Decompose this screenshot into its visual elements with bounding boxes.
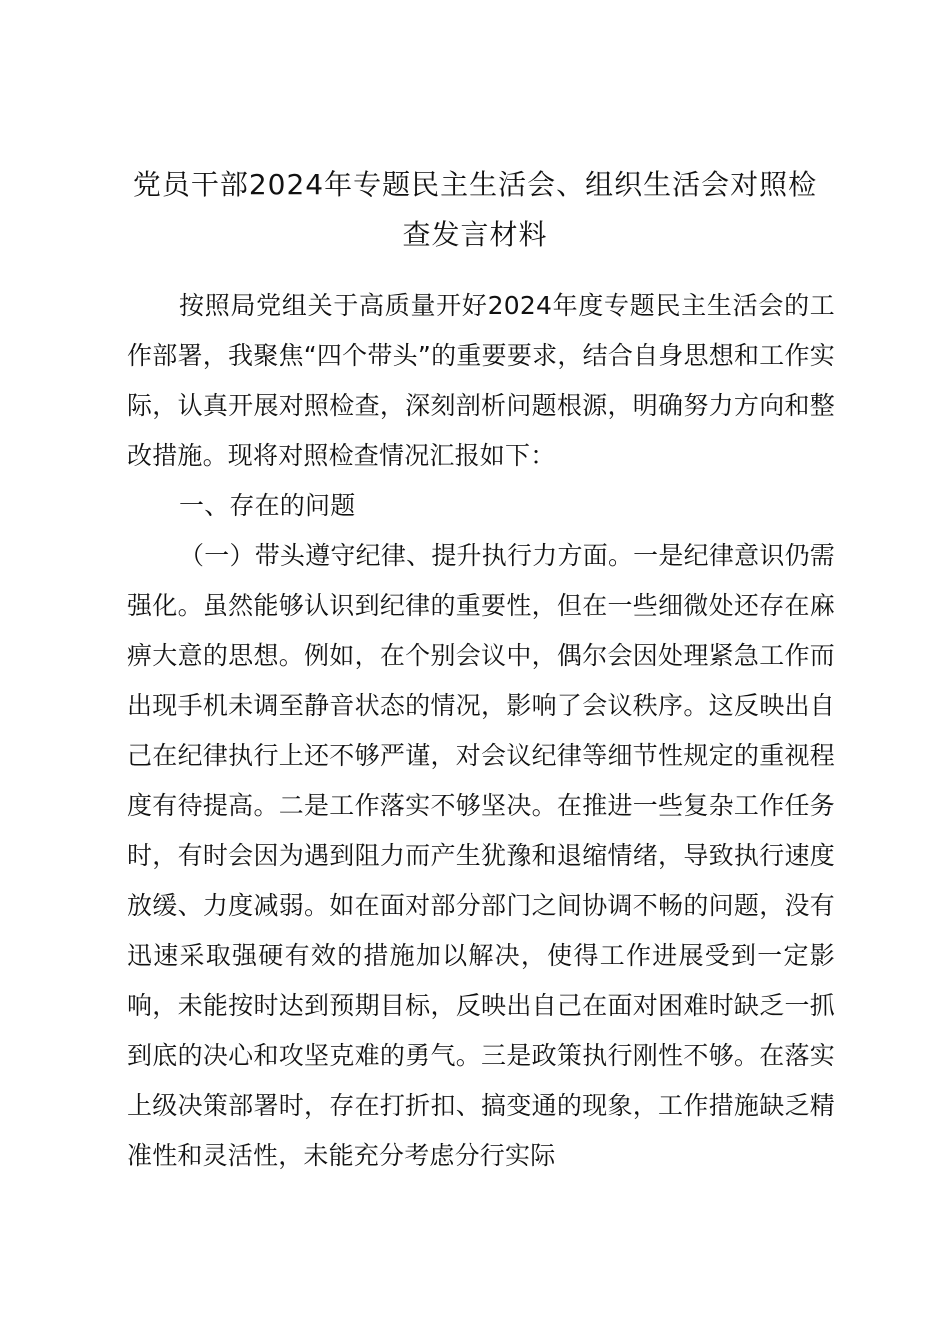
section-paragraph: （一）带头遵守纪律、提升执行力方面。一是纪律意识仍需强化。虽然能够认识到纪律的重要性，但在一些细微处还存在麻痹大意的思想。例如，在个别会议中，偶尔会因处理紧急工作而出现手机未调至静音状态的情况，影响了会议秩序。这反映出自己在纪律执行上还不够严谨，对会议纪律等细节性规定的重视程度有待提高。二是工作落实不够坚决。在推进一些复杂工作任务时，有时会因为遇到阻力而产生犹豫和退缩情绪，导致执行速度放缓、力度减弱。如在面对部分部门之间协调不畅的问题，没有迅速采取强硬有效的措施加以解决，使得工作进展受到一定影响，未能按时达到预期目标，反映出自己在面对困难时缺乏一抓到底的决心和攻坚克难的勇气。三是政策执行刚性不够。在落实上级决策部署时，存在打折扣、搞变通的现象，工作措施缺乏精准性和灵活性，未能充分考虑分行实际 (127, 541, 835, 1170)
section-heading: 一、存在的问题 (179, 491, 356, 520)
document-title: 党员干部2024年专题民主生活会、组织生活会对照检查发言材料 (132, 168, 818, 251)
document-body (127, 281, 835, 1181)
intro-paragraph: 按照局党组关于高质量开好2024年度专题民主生活会的工作部署，我聚焦“四个带头”的重要要求，结合自身思想和工作实际，认真开展对照检查，深刻剖析问题根源，明确努力方向和整改措施。现将对照检查情况汇报如下： (127, 291, 835, 470)
